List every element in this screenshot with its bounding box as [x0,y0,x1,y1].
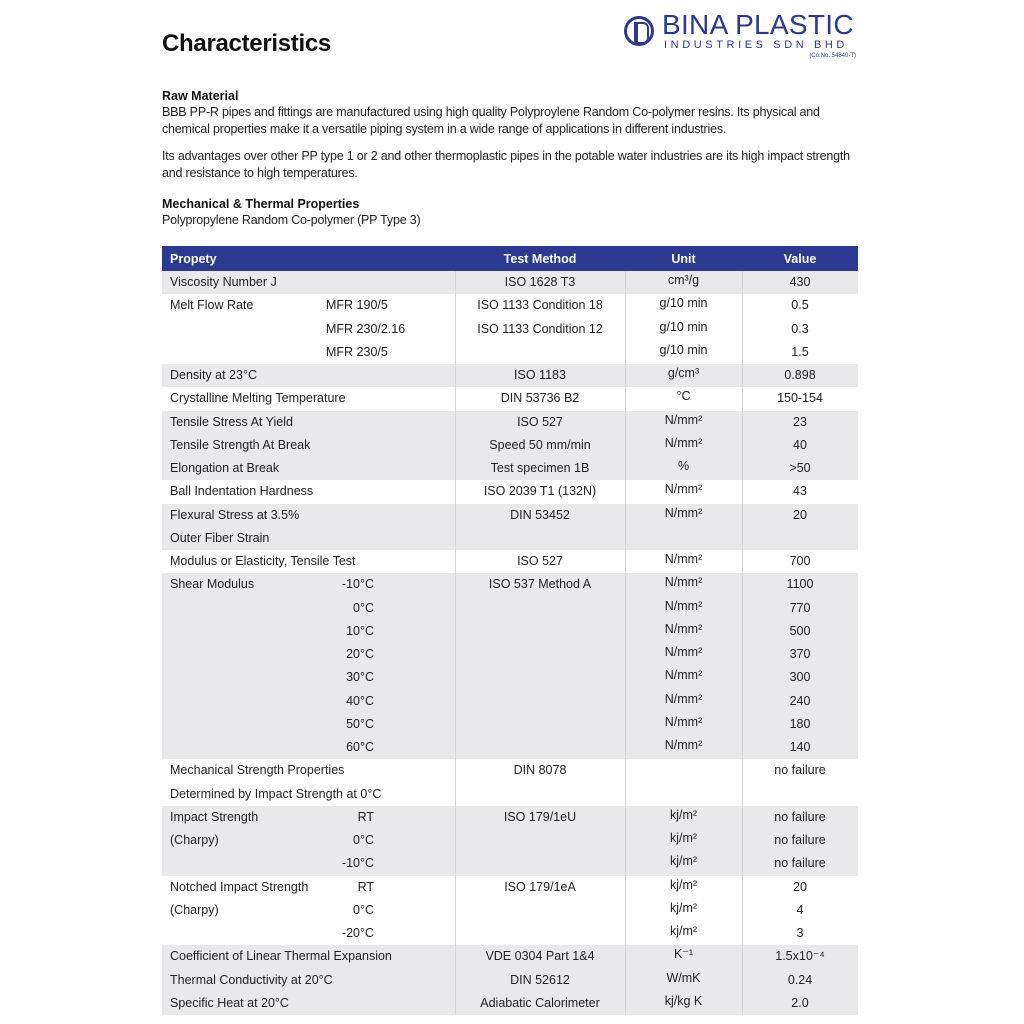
raw-material-paragraph-2: Its advantages over other PP type 1 or 2 and other thermoplastic pipes in the potable water industries are its high impact strength and resistance to high temperatures. [162,149,850,180]
sub-condition-cell: 20°C [346,647,374,661]
table-row [162,573,858,596]
table-row [162,550,858,573]
column-divider [625,271,626,1015]
properties-table [162,246,858,1015]
unit-cell: N/mm² [664,598,703,613]
value-cell: no failure [774,809,826,824]
value-cell: 3 [796,926,804,940]
sub-condition-cell: MFR 190/5 [326,298,388,313]
unit-cell: g/10 min [659,296,708,311]
test-method-cell: DIN 53452 [510,507,570,522]
table-row [162,318,858,341]
table-row [162,806,858,829]
table-row [162,271,858,294]
table-row [162,387,858,410]
test-method-cell: DIN 53736 B2 [500,391,580,406]
unit-cell: kj/m² [669,831,698,845]
column-divider [742,271,743,1015]
table-row [162,341,858,364]
table-row [162,713,858,736]
value-cell: 1.5x10⁻⁴ [775,949,825,964]
unit-cell: kj/m² [669,900,698,915]
header-unit: Unit [671,252,696,266]
property-cell: Melt Flow Rate [170,298,254,313]
property-cell: Shear Modulus [170,577,255,592]
property-cell: Tensile Strength At Break [170,437,311,452]
sub-condition-cell: -10°C [341,856,374,871]
raw-material-paragraph-1: BBB PP-R pipes and fittings are manufactured using high quality Polyproylene Random Co-polymer resins. Its physical and chemical properties make it a versatile piping system in a wide range of applications in different industries. [162,105,820,136]
unit-cell: N/mm² [664,738,703,752]
table-row [162,690,858,713]
value-cell: 43 [793,484,807,499]
column-divider [455,271,456,1015]
property-cell: Density at 23°C [170,368,257,382]
sub-condition-cell: 0°C [353,600,374,615]
test-method-cell: ISO 1133 Condition 12 [477,321,603,336]
test-method-cell: Speed 50 mm/min [489,437,591,452]
unit-cell: N/mm² [664,714,703,729]
sub-condition-cell: 60°C [346,740,374,754]
property-cell: Flexural Stress at 3.5% [170,507,300,522]
unit-cell: kj/kg K [664,993,703,1008]
property-cell: Crystalline Melting Temperature [170,391,346,406]
test-method-cell: DIN 52612 [510,972,570,987]
property-cell: Outer Fiber Strain [170,530,270,545]
value-cell: 1100 [786,577,814,592]
table-header [162,246,858,271]
test-method-cell: ISO 1628 T3 [504,275,576,289]
property-cell: Viscosity Number J [170,275,277,289]
unit-cell: N/mm² [664,668,703,683]
value-cell: 500 [789,623,811,638]
unit-cell: °C [676,389,691,404]
value-cell: 770 [789,600,811,615]
sub-condition-cell: MFR 230/2.16 [326,321,406,336]
value-cell: 300 [789,670,811,685]
table-row [162,922,858,945]
table-row [162,643,858,666]
test-method-cell: Adiabatic Calorimeter [480,995,600,1010]
value-cell: 40 [793,437,807,452]
value-cell: 1.5 [791,344,809,359]
test-method-cell: ISO 179/1eU [503,809,577,824]
value-cell: 430 [789,275,811,289]
sub-condition-cell: 40°C [346,693,374,708]
mechanical-subheading: Polypropylene Random Co-polymer (PP Type 3) [162,213,421,227]
unit-cell: g/10 min [659,342,708,357]
table-row [162,876,858,899]
table-row [162,504,858,527]
unit-cell: kj/m² [669,877,698,892]
header-value: Value [783,252,817,266]
test-method-cell: DIN 8078 [513,763,567,778]
value-cell: 2.0 [791,995,809,1010]
sub-condition-cell: -10°C [341,577,374,592]
value-cell: >50 [789,461,811,475]
value-cell: no failure [774,856,826,871]
value-cell: 240 [789,693,811,708]
table-row [162,945,858,968]
value-cell: 0.898 [784,368,816,382]
value-cell: 140 [789,740,811,754]
table-row [162,480,858,503]
value-cell: 700 [789,554,811,568]
sub-condition-cell: 50°C [346,716,374,731]
table-row [162,783,858,806]
value-cell: 20 [793,507,807,522]
table-row [162,759,858,782]
sub-condition-cell: MFR 230/5 [326,344,388,359]
property-cell: (Charpy) [170,902,219,917]
property-cell: Coefficient of Linear Thermal Expansion [170,949,392,964]
test-method-cell: ISO 537 Method A [488,577,592,592]
property-cell: Thermal Conductivity at 20°C [170,972,333,987]
table-row [162,666,858,689]
test-method-cell: ISO 527 [517,554,563,568]
value-cell: 4 [796,902,804,917]
unit-cell: N/mm² [664,552,703,566]
logo-name: BINA PLASTIC [662,9,854,40]
value-cell: 20 [793,879,807,894]
test-method-cell: ISO 2039 T1 (132N) [483,484,597,499]
table-row [162,364,858,387]
sub-condition-cell: 10°C [346,623,374,638]
header-test-method: Test Method [503,252,577,266]
unit-cell: kj/m² [669,807,698,822]
page-title: Characteristics [162,30,331,57]
value-cell: 0.5 [791,298,809,313]
unit-cell: W/mK [666,970,701,985]
table-body [162,271,858,1015]
value-cell: 180 [789,716,811,731]
value-cell: 23 [793,414,807,429]
value-cell: no failure [774,763,826,778]
table-row [162,597,858,620]
unit-cell: N/mm² [664,412,703,427]
table-row [162,457,858,480]
test-method-cell: ISO 527 [517,414,563,429]
logo-company-number: (Co.No. 54840-T) [809,53,856,59]
test-method-cell: ISO 179/1eA [504,879,576,894]
unit-cell: kj/m² [669,854,698,869]
value-cell: 150-154 [777,391,823,406]
test-method-cell: VDE 0304 Part 1&4 [485,949,595,964]
unit-cell: g/10 min [659,319,708,334]
property-cell: Determined by Impact Strength at 0°C [170,786,382,801]
raw-material-heading: Raw Material [162,89,239,103]
sub-condition-cell: 30°C [346,670,374,685]
unit-cell: % [677,459,690,473]
sub-condition-cell: 0°C [353,902,374,917]
value-cell: 0.24 [787,972,813,987]
value-cell: 370 [789,647,811,661]
company-logo [622,9,862,64]
test-method-cell: ISO 1183 [514,368,566,382]
unit-cell: cm³/g [667,273,700,287]
table-row [162,969,858,992]
sub-condition-cell: RT [357,809,374,824]
property-cell: (Charpy) [170,833,219,847]
unit-cell: kj/m² [669,924,698,938]
property-cell: Modulus or Elasticity, Tensile Test [170,554,356,568]
unit-cell: N/mm² [664,645,703,659]
property-cell: Tensile Stress At Yield [170,414,293,429]
sub-condition-cell: RT [357,879,374,894]
property-cell: Mechanical Strength Properties [170,763,345,778]
table-row [162,899,858,922]
table-row [162,527,858,550]
property-cell: Impact Strength [170,809,259,824]
sub-condition-cell: -20°C [341,926,374,940]
property-cell: Elongation at Break [170,461,280,475]
logo-b-icon [624,16,654,46]
value-cell: no failure [774,833,826,847]
table-row [162,829,858,852]
table-row [162,620,858,643]
test-method-cell: Test specimen 1B [490,461,590,475]
unit-cell: N/mm² [664,621,703,636]
unit-cell: g/cm³ [667,366,700,380]
unit-cell: K⁻¹ [673,947,694,962]
unit-cell: N/mm² [664,482,703,497]
table-row [162,294,858,317]
value-cell: 0.3 [791,321,809,336]
unit-cell: N/mm² [664,505,703,520]
page-content [162,88,858,1015]
sub-condition-cell: 0°C [353,833,374,847]
test-method-cell: ISO 1133 Condition 18 [477,298,603,313]
unit-cell: N/mm² [664,691,703,706]
property-cell: Notched Impact Strength [170,879,309,894]
table-row [162,852,858,875]
unit-cell: N/mm² [664,435,703,450]
property-cell: Ball Indentation Hardness [170,484,314,499]
table-row [162,736,858,759]
table-row [162,992,858,1015]
table-row [162,411,858,434]
header-property: Propety [170,252,217,266]
unit-cell: N/mm² [664,575,703,590]
property-cell: Specific Heat at 20°C [170,995,289,1010]
logo-subtitle: INDUSTRIES SDN BHD [664,39,848,51]
table-row [162,434,858,457]
mechanical-heading: Mechanical & Thermal Properties [162,197,360,211]
